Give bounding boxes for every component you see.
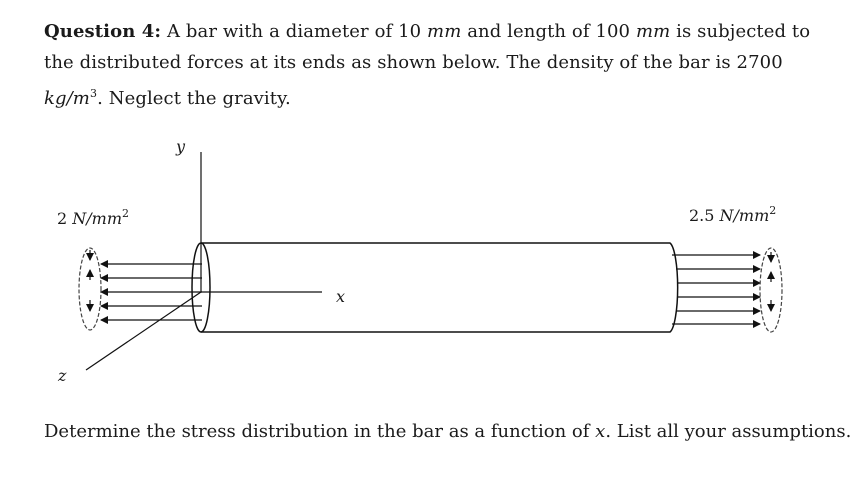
right-load-exponent: 2 [769,204,777,217]
z-axis [86,292,201,370]
left-load-exponent: 2 [122,207,129,220]
question-text-part: A bar with a diameter of 10 [161,21,428,42]
x-axis-label: x [336,287,346,306]
unit-mm: mm [635,21,671,42]
z-axis-label: z [58,366,67,385]
right-load-unit: N/mm [719,206,770,225]
bar-body [201,243,678,332]
left-load-label [57,207,129,228]
instruction-part: Determine the stress distribution in the bar as a function of [44,421,596,442]
question-text-part: . Neglect the gravity. [97,88,291,109]
instruction-part: . List all your assumptions. [605,421,852,442]
variable-x: x [595,421,606,442]
question-text-part: and length of 100 [461,21,636,42]
left-distributed-load [79,248,202,330]
left-load-unit: N/mm [72,209,122,228]
instruction-text [44,421,851,442]
right-distributed-load [672,248,782,332]
density-unit: kg/m [44,88,90,109]
unit-mm: mm [427,21,462,42]
question-text-part: is subjected to the distributed forces at its ends as shown below. The density of the bar is 2700 [44,21,811,73]
density-exponent: 3 [89,87,98,100]
question-number: Question 4: [44,21,162,42]
right-load-label [689,204,776,225]
left-load-value: 2 [57,209,73,228]
y-axis-label: y [176,137,186,156]
right-load-value: 2.5 [689,206,720,225]
